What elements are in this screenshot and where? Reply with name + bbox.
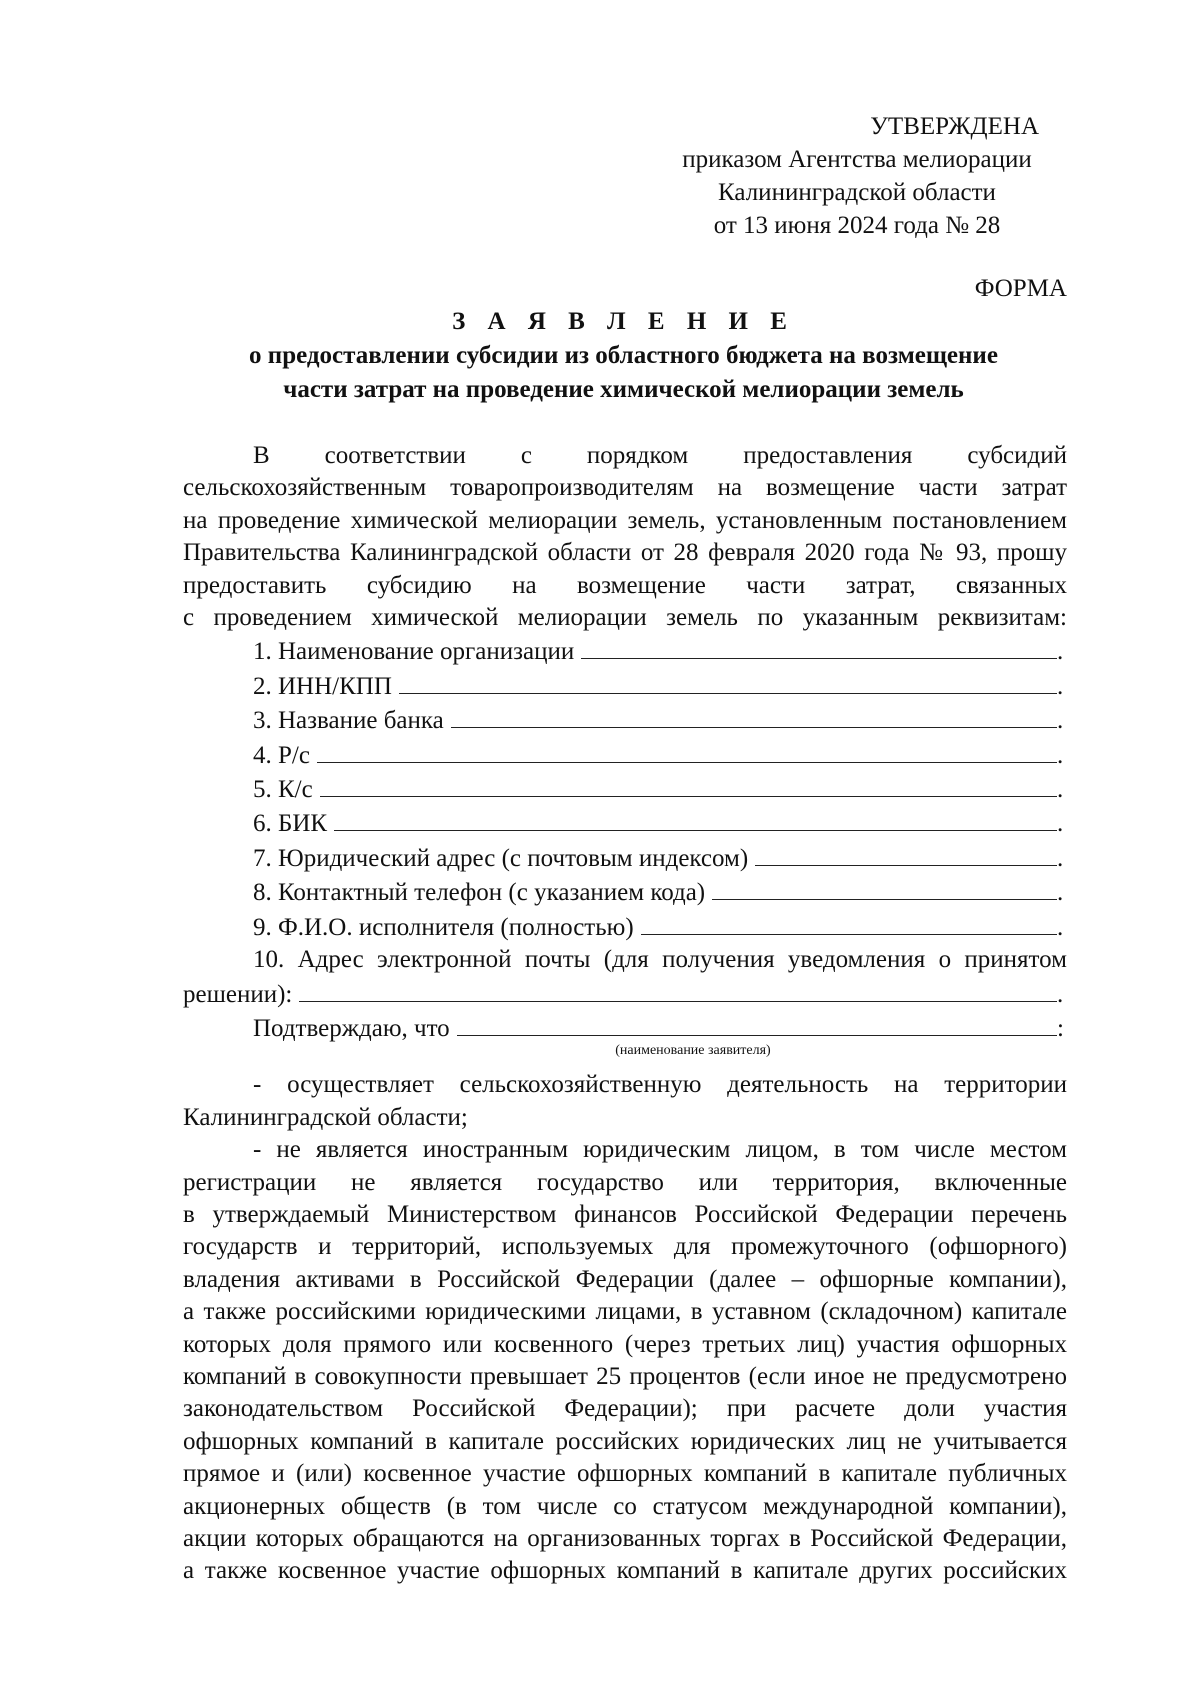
title-sub-1: о предоставлении субсидии из областного бюджета на возмещение [249, 342, 998, 369]
title-sub-2: части затрат на проведение химической мелиорации земель [283, 376, 964, 403]
field-label: решении): [183, 980, 293, 1008]
phone-input-line[interactable] [712, 875, 1057, 900]
approval-order: приказом Агентства мелиорации [682, 146, 1032, 173]
corr-account-input-line[interactable] [320, 772, 1057, 797]
field-end: . [1057, 707, 1064, 735]
clause-line: а также российскими юридическими лицами, в уставном (складочном) капитале [183, 1298, 1067, 1326]
field-end: . [1057, 879, 1064, 907]
legal-address-input-line[interactable] [755, 841, 1057, 866]
field-label: Подтверждаю, что [253, 1014, 450, 1042]
clause-line: компаний в совокупности превышает 25 процентов (если иное не предусмотрено [183, 1362, 1067, 1390]
field-label: 2. ИНН/КПП [253, 672, 392, 700]
clause-line: - не является иностранным юридическим лицом, в том числе местом [253, 1136, 1067, 1164]
field-legal-address [183, 841, 1067, 875]
applicant-hint: (наименование заявителя) [615, 1043, 771, 1059]
executor-input-line[interactable] [641, 910, 1057, 935]
field-end: . [1057, 810, 1064, 838]
field-end: : [1057, 1014, 1064, 1042]
field-org-name [183, 634, 1067, 668]
inn-kpp-input-line[interactable] [399, 669, 1057, 694]
clause-line: офшорных компаний в капитале российских юридических лиц не учитывается [183, 1427, 1067, 1455]
clause-line: акционерных обществ (в том числе со статусом международной компании), [183, 1492, 1067, 1520]
title-main: З А Я В Л Е Н И Е [452, 308, 795, 335]
field-end: . [1057, 638, 1064, 666]
clause-line: которых доля прямого или косвенного (через третьих лиц) участия офшорных [183, 1330, 1067, 1358]
account-input-line[interactable] [317, 738, 1057, 763]
clause-line: прямое и (или) косвенное участие офшорных компаний в капитале публичных [183, 1460, 1067, 1488]
document-body [183, 440, 1067, 1588]
approval-date: от 13 июня 2024 года № 28 [713, 212, 1001, 239]
field-label: 9. Ф.И.О. исполнителя (полностью) [253, 913, 634, 941]
field-email [183, 977, 1067, 1011]
field-end: . [1057, 672, 1064, 700]
bank-name-input-line[interactable] [451, 703, 1057, 728]
field-label: 8. Контактный телефон (с указанием кода) [253, 879, 706, 907]
intro-line: В соответствии с порядком предоставления субсидий [253, 442, 1067, 469]
field-label: 6. БИК [253, 810, 328, 838]
field-applicant [183, 1011, 1067, 1045]
clause-line: акции которых обращаются на организованных торгах в Российской Федерации, [183, 1525, 1067, 1552]
field-end: . [1057, 913, 1064, 941]
intro-line: с проведением химической мелиорации земель по указанным реквизитам: [183, 604, 1067, 632]
field-end: . [1057, 776, 1064, 804]
field-end: . [1057, 741, 1064, 769]
field-bik [183, 806, 1067, 840]
approval-region: Калининградской области [718, 179, 996, 206]
document-title [180, 305, 1067, 407]
intro-line: сельскохозяйственным товаропроизводителям на возмещение части затрат [183, 474, 1067, 502]
intro-line: на проведение химической мелиорации земель, установленным постановлением [183, 506, 1067, 534]
clause-line: а также косвенное участие офшорных компаний в капитале других российских [183, 1557, 1067, 1585]
approval-heading: УТВЕРЖДЕНА [870, 113, 1039, 140]
field-phone [183, 875, 1067, 909]
clause-line: владения активами в Российской Федерации (далее – офшорные компании), [183, 1265, 1067, 1293]
clause-line: регистрации не является государство или территория, включенные [183, 1168, 1067, 1196]
clause-line: - осуществляет сельскохозяйственную деятельность на территории [253, 1071, 1067, 1099]
field-end: . [1057, 844, 1064, 872]
clause-line: государств и территорий, используемых для промежуточного (офшорного) [183, 1233, 1067, 1261]
clause-line: законодательством Российской Федерации); при расчете доли участия [183, 1395, 1067, 1423]
clause-line: Калининградской области; [183, 1103, 468, 1131]
field-label: 3. Название банка [253, 707, 444, 735]
field-end: . [1057, 980, 1064, 1008]
intro-line: Правительства Калининградской области от 28 февраля 2020 года № 93, прошу [183, 539, 1067, 567]
approval-block [647, 110, 1067, 242]
intro-line: предоставить субсидию на возмещение части затрат, связанных [183, 571, 1067, 599]
field-corr-account [183, 772, 1067, 806]
field-account [183, 738, 1067, 772]
email-label-line: 10. Адрес электронной почты (для получения уведомления о принятом [253, 946, 1067, 974]
bik-input-line[interactable] [334, 806, 1057, 831]
field-inn-kpp [183, 669, 1067, 703]
field-label: 7. Юридический адрес (с почтовым индексом) [253, 844, 749, 872]
field-label: 5. К/с [253, 776, 313, 804]
email-input-line[interactable] [299, 977, 1057, 1002]
field-bank-name [183, 703, 1067, 737]
form-label: ФОРМА [974, 275, 1067, 302]
field-label: 1. Наименование организации [253, 638, 575, 666]
org-name-input-line[interactable] [581, 634, 1057, 659]
applicant-input-line[interactable] [457, 1011, 1057, 1036]
clause-line: в утверждаемый Министерством финансов Российской Федерации перечень [183, 1200, 1067, 1228]
field-executor [183, 910, 1067, 944]
field-label: 4. Р/с [253, 741, 310, 769]
